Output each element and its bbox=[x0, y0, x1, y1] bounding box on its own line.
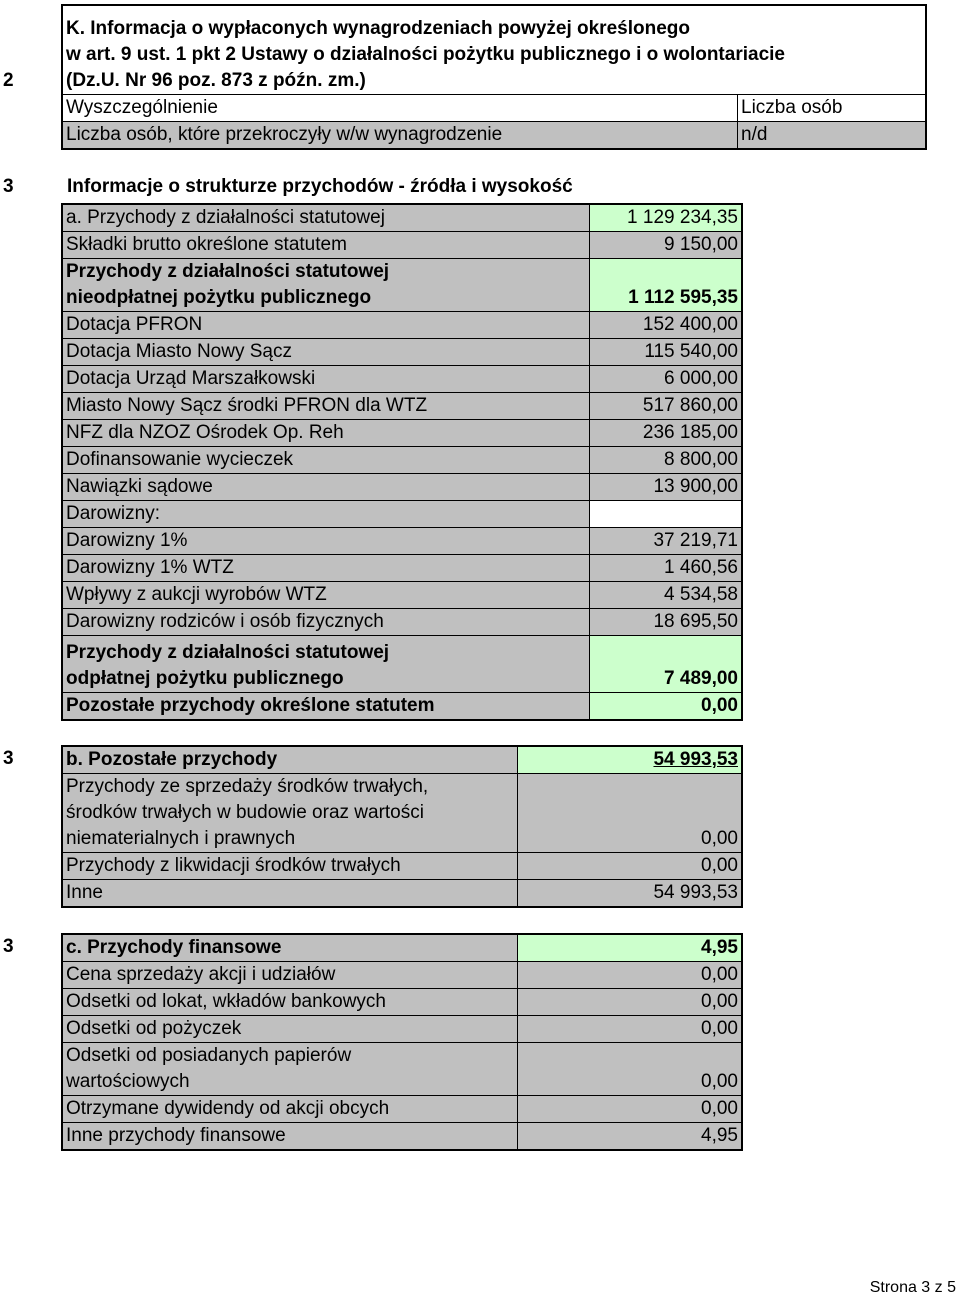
row-label: Odsetki od lokat, wkładów bankowych bbox=[62, 989, 518, 1016]
page-number: Strona 3 z 5 bbox=[869, 1279, 956, 1296]
section-c-total: 4,95 bbox=[518, 934, 743, 962]
row-value: 0,00 bbox=[518, 962, 743, 989]
darowizny-header: Darowizny: bbox=[62, 501, 590, 528]
odplatnej-line2: odpłatnej pożytku publicznego bbox=[66, 668, 344, 689]
nieodplatnej-label bbox=[62, 259, 590, 312]
row-value: 8 800,00 bbox=[590, 447, 743, 474]
row-value: 517 860,00 bbox=[590, 393, 743, 420]
row-label: Dotacja Urząd Marszałkowski bbox=[62, 366, 590, 393]
darowizny-value: 37 219,71 bbox=[590, 528, 743, 555]
row-label: Dotacja Miasto Nowy Sącz bbox=[62, 339, 590, 366]
section-k-title-line1: K. Informacja o wypłaconych wynagrodzeniach powyżej określonego bbox=[66, 18, 690, 39]
skladki-value: 9 150,00 bbox=[590, 232, 743, 259]
section-number-c: 3 bbox=[3, 936, 14, 957]
inne-finansowe-value: 4,95 bbox=[518, 1123, 743, 1151]
section-c-table bbox=[61, 933, 743, 1151]
row-value: 0,00 bbox=[518, 989, 743, 1016]
pozostale-label: Pozostałe przychody określone statutem bbox=[62, 693, 590, 721]
odplatnej-line1: Przychody z działalności statutowej bbox=[66, 642, 390, 663]
inne-label: Inne bbox=[62, 880, 518, 908]
section-number-b: 3 bbox=[3, 748, 14, 769]
row-label: NFZ dla NZOZ Ośrodek Op. Reh bbox=[62, 420, 590, 447]
papiery-line1: Odsetki od posiadanych papierów bbox=[66, 1045, 352, 1066]
papiery-label bbox=[62, 1043, 518, 1096]
row-value-liczba-osob: n/d bbox=[738, 122, 927, 150]
row-value: 13 900,00 bbox=[590, 474, 743, 501]
sprzedaz-label bbox=[62, 774, 518, 853]
section-number-3: 3 bbox=[3, 176, 14, 197]
likwidacja-label: Przychody z likwidacji środków trwałych bbox=[62, 853, 518, 880]
row-value: 236 185,00 bbox=[590, 420, 743, 447]
sprzedaz-line2: środków trwałych w budowie oraz wartości bbox=[66, 802, 424, 823]
row-label: Odsetki od pożyczek bbox=[62, 1016, 518, 1043]
section-3-title: Informacje o strukturze przychodów - źródła i wysokość bbox=[67, 176, 573, 197]
darowizny-label: Wpływy z aukcji wyrobów WTZ bbox=[62, 582, 590, 609]
section-number-k: 2 bbox=[3, 70, 14, 91]
row-value: 115 540,00 bbox=[590, 339, 743, 366]
pozostale-value: 0,00 bbox=[590, 693, 743, 721]
section-k-title bbox=[62, 5, 926, 95]
skladki-label: Składki brutto określone statutem bbox=[62, 232, 590, 259]
darowizny-value: 18 695,50 bbox=[590, 609, 743, 636]
darowizny-value: 1 460,56 bbox=[590, 555, 743, 582]
nieodplatnej-line2: nieodpłatnej pożytku publicznego bbox=[66, 287, 372, 308]
row-value: 6 000,00 bbox=[590, 366, 743, 393]
darowizny-header-value bbox=[590, 501, 743, 528]
darowizny-label: Darowizny rodziców i osób fizycznych bbox=[62, 609, 590, 636]
dywidendy-value: 0,00 bbox=[518, 1096, 743, 1123]
papiery-line2: wartościowych bbox=[66, 1071, 190, 1092]
likwidacja-value: 0,00 bbox=[518, 853, 743, 880]
row-label: Nawiązki sądowe bbox=[62, 474, 590, 501]
section-c-title: c. Przychody finansowe bbox=[62, 934, 518, 962]
row-label: Miasto Nowy Sącz środki PFRON dla WTZ bbox=[62, 393, 590, 420]
darowizny-label: Darowizny 1% bbox=[62, 528, 590, 555]
header-wyszczegolnienie: Wyszczególnienie bbox=[62, 95, 738, 122]
row-value: 0,00 bbox=[518, 1016, 743, 1043]
section-a-table bbox=[61, 203, 743, 721]
inne-finansowe-label: Inne przychody finansowe bbox=[62, 1123, 518, 1151]
nieodplatnej-value: 1 112 595,35 bbox=[590, 259, 743, 312]
header-liczba-osob: Liczba osób bbox=[738, 95, 927, 122]
nieodplatnej-line1: Przychody z działalności statutowej bbox=[66, 261, 390, 282]
section-a-total: 1 129 234,35 bbox=[590, 204, 743, 232]
section-k-title-line3: (Dz.U. Nr 96 poz. 873 z późn. zm.) bbox=[66, 70, 366, 91]
section-b-table bbox=[61, 745, 743, 908]
sprzedaz-line3: niematerialnych i prawnych bbox=[66, 828, 296, 849]
section-k-table bbox=[61, 4, 927, 150]
odplatnej-label bbox=[62, 636, 590, 693]
inne-value: 54 993,53 bbox=[518, 880, 743, 908]
row-label: Dotacja PFRON bbox=[62, 312, 590, 339]
row-label: Cena sprzedaży akcji i udziałów bbox=[62, 962, 518, 989]
section-b-total: 54 993,53 bbox=[518, 746, 743, 774]
darowizny-label: Darowizny 1% WTZ bbox=[62, 555, 590, 582]
sprzedaz-line1: Przychody ze sprzedaży środków trwałych, bbox=[66, 776, 429, 797]
sprzedaz-value: 0,00 bbox=[518, 774, 743, 853]
section-k-title-line2: w art. 9 ust. 1 pkt 2 Ustawy o działalności pożytku publicznego i o wolontariacie bbox=[66, 44, 785, 65]
darowizny-value: 4 534,58 bbox=[590, 582, 743, 609]
section-a-title: a. Przychody z działalności statutowej bbox=[62, 204, 590, 232]
row-label-liczba-osob: Liczba osób, które przekroczyły w/w wynagrodzenie bbox=[62, 122, 738, 150]
section-b-title bbox=[62, 746, 518, 774]
section-b-title-text: b. Pozostałe przychody bbox=[66, 749, 278, 770]
dywidendy-label: Otrzymane dywidendy od akcji obcych bbox=[62, 1096, 518, 1123]
row-label: Dofinansowanie wycieczek bbox=[62, 447, 590, 474]
papiery-value: 0,00 bbox=[518, 1043, 743, 1096]
row-value: 152 400,00 bbox=[590, 312, 743, 339]
odplatnej-value: 7 489,00 bbox=[590, 636, 743, 693]
